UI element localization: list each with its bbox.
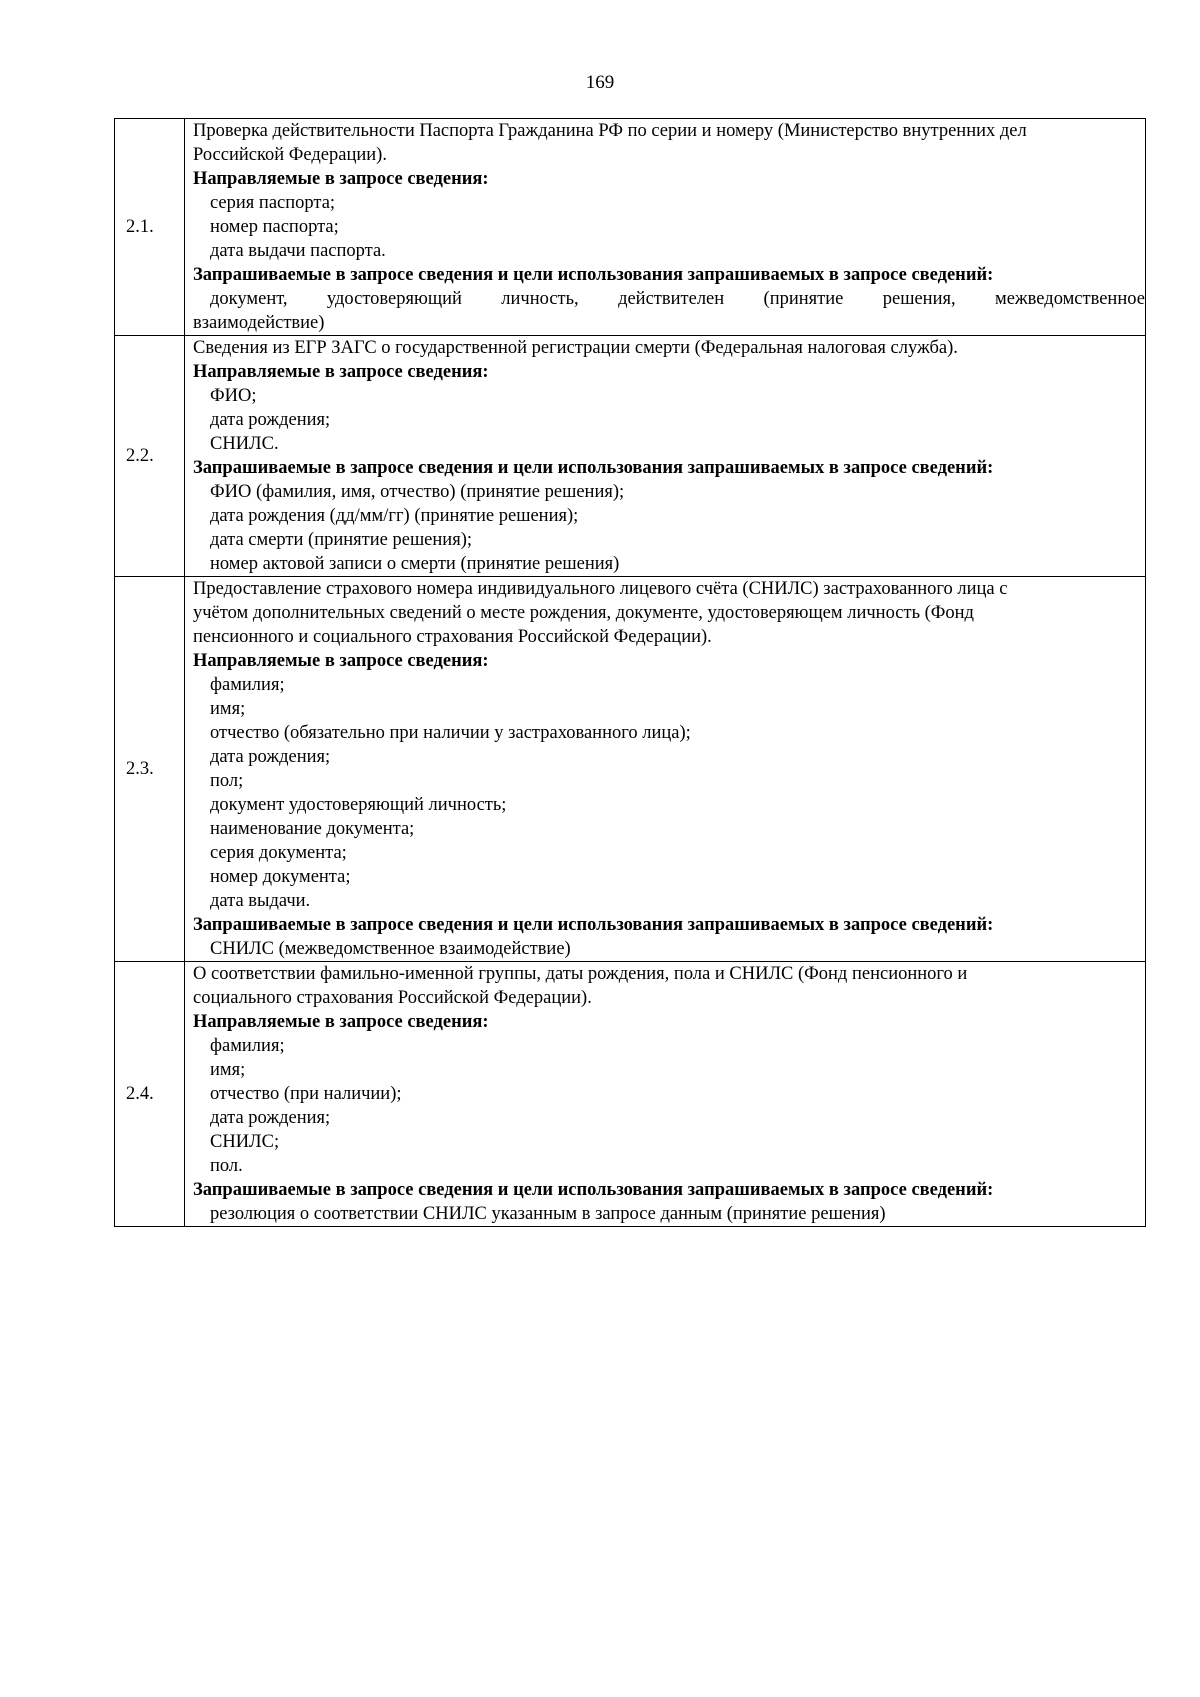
sent-item: серия паспорта; [210, 193, 336, 213]
justified-word: (принятие [763, 289, 844, 309]
sent-heading: Направляемые в запросе сведения: [193, 651, 489, 671]
table-row [115, 119, 1146, 336]
requested-heading: Запрашиваемые в запросе сведения и цели использования запрашиваемых в запросе сведений: [193, 458, 994, 478]
sent-item: имя; [210, 1060, 246, 1080]
row-title-line: О соответствии фамильно-именной группы, даты рождения, пола и СНИЛС (Фонд пенсионного и [193, 964, 968, 984]
sent-item: дата рождения; [210, 1108, 331, 1128]
sent-item: фамилия; [210, 675, 285, 695]
requested-heading: Запрашиваемые в запросе сведения и цели использования запрашиваемых в запросе сведений: [193, 915, 994, 935]
sent-item: серия документа; [210, 843, 347, 863]
sent-item: СНИЛС; [210, 1132, 280, 1152]
sent-heading: Направляемые в запросе сведения: [193, 362, 489, 382]
row-title-line: Предоставление страхового номера индивидуального лицевого счёта (СНИЛС) застрахованного лица с [193, 579, 1008, 599]
row-number: 2.2. [115, 336, 185, 577]
requested-item: ФИО (фамилия, имя, отчество) (принятие решения); [210, 482, 625, 502]
sent-item: документ удостоверяющий личность; [210, 795, 507, 815]
row-content [185, 336, 1146, 577]
justified-word: личность, [501, 289, 579, 309]
requested-item: дата смерти (принятие решения); [210, 530, 473, 550]
row-content [185, 119, 1146, 336]
row-title-line: Российской Федерации). [193, 145, 387, 165]
row-title-line: Проверка действительности Паспорта Гражданина РФ по серии и номеру (Министерство внутренних дел [193, 121, 1027, 141]
sent-item: номер документа; [210, 867, 351, 887]
row-title-line: социального страхования Российской Федерации). [193, 988, 592, 1008]
sent-item: дата рождения; [210, 410, 331, 430]
row-number: 2.1. [115, 119, 185, 336]
row-title-line: учётом дополнительных сведений о месте рождения, документе, удостоверяющем личность (Фонд [193, 603, 974, 623]
sent-item: наименование документа; [210, 819, 415, 839]
sent-item: фамилия; [210, 1036, 285, 1056]
sent-item: дата выдачи. [210, 891, 311, 911]
sent-item: ФИО; [210, 386, 257, 406]
row-title-line: Сведения из ЕГР ЗАГС о государственной регистрации смерти (Федеральная налоговая служба). [193, 338, 958, 358]
row-number: 2.3. [115, 577, 185, 962]
row-title-line: пенсионного и социального страхования Российской Федерации). [193, 627, 712, 647]
row-content [185, 962, 1146, 1227]
page-number: 169 [585, 72, 615, 93]
requested-item: номер актовой записи о смерти (принятие решения) [210, 554, 620, 574]
sent-item: пол. [210, 1156, 243, 1176]
table-row [115, 962, 1146, 1227]
requested-heading: Запрашиваемые в запросе сведения и цели использования запрашиваемых в запросе сведений: [193, 265, 994, 285]
sent-item: номер паспорта; [210, 217, 339, 237]
sent-item: дата рождения; [210, 747, 331, 767]
requested-item: резолюция о соответствии СНИЛС указанным в запросе данным (принятие решения) [210, 1204, 886, 1224]
requested-item: дата рождения (дд/мм/гг) (принятие решения); [210, 506, 579, 526]
requested-item [193, 287, 1145, 311]
sent-item: отчество (обязательно при наличии у застрахованного лица); [210, 723, 691, 743]
justified-word: документ, [210, 289, 288, 309]
justified-word: решения, [882, 289, 956, 309]
sent-item: имя; [210, 699, 246, 719]
sent-item: пол; [210, 771, 244, 791]
requests-table [114, 118, 1146, 1227]
requested-heading: Запрашиваемые в запросе сведения и цели использования запрашиваемых в запросе сведений: [193, 1180, 994, 1200]
sent-heading: Направляемые в запросе сведения: [193, 169, 489, 189]
requested-item: СНИЛС (межведомственное взаимодействие) [210, 939, 571, 959]
justified-word: удостоверяющий [326, 289, 462, 309]
justified-word: действителен [618, 289, 725, 309]
row-number: 2.4. [115, 962, 185, 1227]
sent-item: отчество (при наличии); [210, 1084, 402, 1104]
requested-item: взаимодействие) [193, 313, 325, 333]
table-row [115, 577, 1146, 962]
sent-item: СНИЛС. [210, 434, 279, 454]
justified-word: межведомственное [994, 289, 1145, 309]
sent-heading: Направляемые в запросе сведения: [193, 1012, 489, 1032]
table-row [115, 336, 1146, 577]
row-content [185, 577, 1146, 962]
sent-item: дата выдачи паспорта. [210, 241, 386, 261]
